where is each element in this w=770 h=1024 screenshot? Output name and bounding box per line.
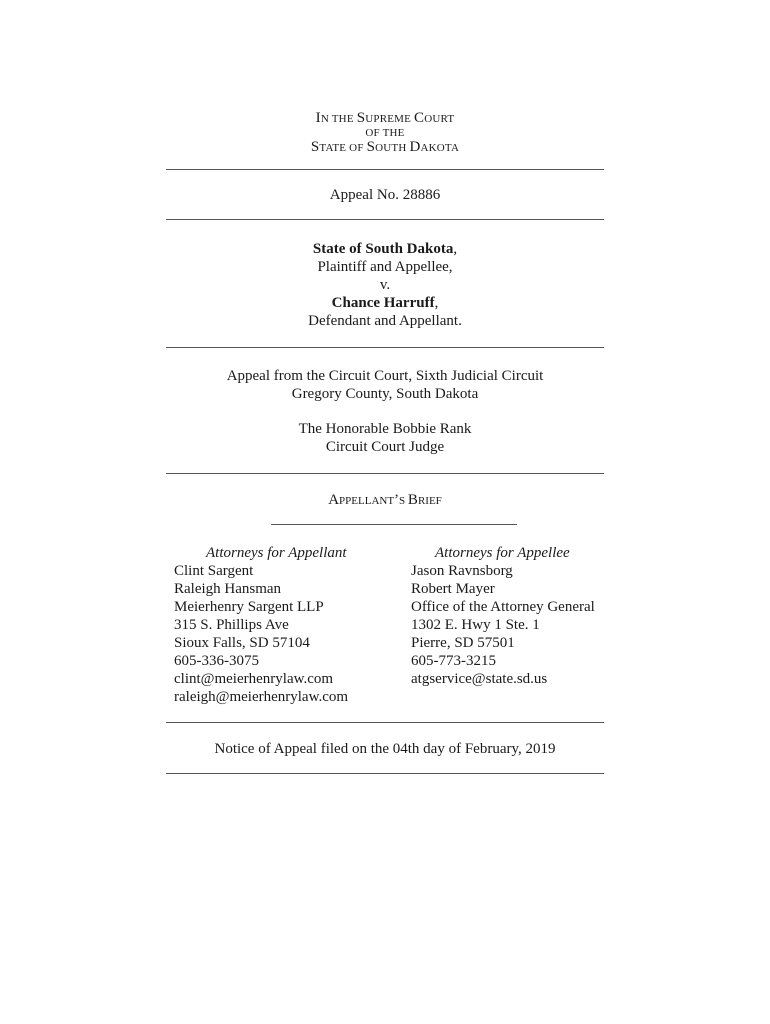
court-line-3-part: AKOTA [420,142,460,154]
origin-county: Gregory County, South Dakota [291,386,479,402]
origin-block [0,367,770,403]
brief-title-part: S [399,495,408,507]
divider [166,347,604,348]
divider [166,722,604,723]
appellee-attorney-line: 605-773-3215 [411,653,496,669]
brief-title-part: PPELLANT [339,495,395,507]
judge-block [0,420,770,456]
appellant-attorney-line: Raleigh Hansman [174,581,282,597]
notice-of-appeal: Notice of Appeal filed on the 04th day of February, 2019 [214,741,556,757]
plaintiff-role: Plaintiff and Appellee, [317,259,453,275]
origin-court: Appeal from the Circuit Court, Sixth Judicial Circuit [226,368,544,384]
court-line-3-part: D [409,139,421,155]
appellant-attorney-line: 315 S. Phillips Ave [174,617,289,633]
brief-title-part: ’ [394,492,400,508]
judge-name: The Honorable Bobbie Rank [298,421,472,437]
divider [166,169,604,170]
brief-title-part: B [407,492,418,508]
appellee-attorney-line: Pierre, SD 57501 [411,635,515,651]
appellant-attorney-line: Meierhenry Sargent LLP [174,599,324,615]
court-name [0,110,770,156]
defendant-comma: , [434,295,439,311]
brief-title [0,492,770,509]
court-line-3-part: S [310,139,320,155]
plaintiff-line [0,240,770,258]
appellee-attorney-line: 1302 E. Hwy 1 Ste. 1 [411,617,540,633]
brief-title-part: RIEF [417,495,442,507]
plaintiff-comma: , [453,241,458,257]
court-line-1-part: I [315,110,321,126]
brief-title-part: A [328,492,340,508]
court-line-1 [0,110,770,127]
court-line-1-part: OURT [424,113,455,125]
appellee-attorney-line: Jason Ravnsborg [411,563,513,579]
appellant-attorney-line: Clint Sargent [174,563,254,579]
divider [166,473,604,474]
versus: v. [379,277,391,293]
appellee-attorneys-heading: Attorneys for Appellee [435,545,570,561]
defendant-line [0,294,770,312]
court-line-3-part: TATE OF [319,142,367,154]
court-line-3-part: OUTH [375,142,410,154]
signature-line [271,524,517,525]
court-line-1-part: UPREME [365,113,415,125]
divider [166,773,604,774]
defendant-name: Chance Harruff [331,295,435,311]
divider [166,219,604,220]
appellant-attorney-email: raleigh@meierhenrylaw.com [174,689,349,705]
plaintiff-name: State of South Dakota [312,241,454,257]
court-line-1-part: C [414,110,425,126]
court-line-3 [0,139,770,156]
court-line-1-part: N THE [320,113,357,125]
appeal-number: Appeal No. 28886 [329,187,441,203]
appellant-attorney-line: Sioux Falls, SD 57104 [174,635,310,651]
appellee-attorneys [411,544,611,688]
appellee-attorney-line: Robert Mayer [411,581,495,597]
appellant-attorney-email: clint@meierhenrylaw.com [174,671,334,687]
court-line-2: OF THE [365,127,405,139]
appellant-attorney-line: 605-336-3075 [174,653,259,669]
appellee-attorney-line: Office of the Attorney General [411,599,595,615]
court-line-1-part: S [356,110,366,126]
judge-title: Circuit Court Judge [325,439,445,455]
court-line-3-part: S [366,139,376,155]
appellant-attorneys [174,544,394,706]
defendant-role: Defendant and Appellant. [308,313,462,329]
appellee-attorney-email: atgservice@state.sd.us [411,671,548,687]
parties-block [0,240,770,330]
appellant-attorneys-heading: Attorneys for Appellant [206,545,347,561]
